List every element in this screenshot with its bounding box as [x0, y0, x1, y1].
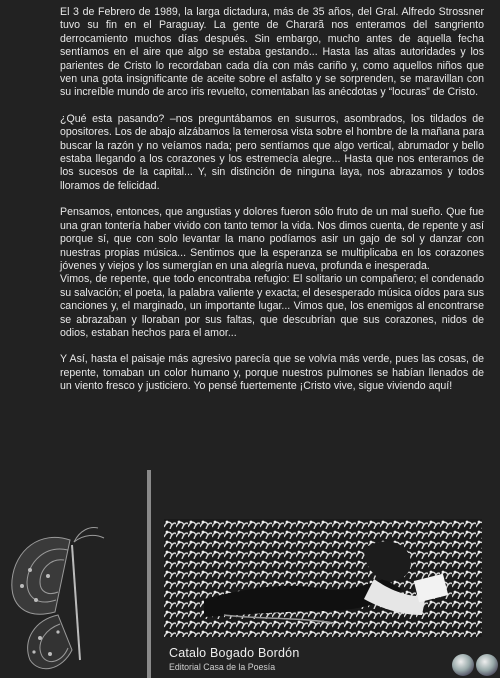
story-text [60, 6, 484, 407]
butterfly-illustration [0, 520, 140, 678]
logo-badge-icon [452, 654, 474, 676]
paragraph-3: Pensamos, entonces, que angustias y dolores fueron sólo fruto de un mal sueño. Que fue una gran tontería haber vivido con tanto temor la vida. Nos dimos cuenta, de repente y así porque sí, que con solo levantar la mano podíamos asir un gajo de sol y danzar con nuestras propias música... Sentimos que la esperanza se multiplicaba en los corazones jóvenes y viejos y los sumergían en una alegría nueva, profunda e inesperada. [60, 206, 484, 272]
paragraph-2: ¿Qué esta pasando? –nos preguntábamos en susurros, asombrados, los tildados de opositores. Los de abajo alzábamos la temerosa vista sobre el hombre de la mañana para buscar la razón y no veíamos nada; pero sentíamos que algo vertical, abrumador y bello estaba llegando a los corazones y los estremecía alegre... Hasta que nos enteramos de los sucesos de la capital... Y, sin distinción de ninguna laya, nos abrazamos y todos lloramos de felicidad. [60, 112, 484, 192]
paragraph-1: El 3 de Febrero de 1989, la larga dictadura, más de 35 años, del Gral. Alfredo Strossner tuvo su fin en el Paraguay. La gente de Chararã nos enteramos del sangriento derrocamiento muchos días después. Sin embargo, mucho antes de aquella fecha sentíamos en el aire que algo se estaba gestando... Hasta las altas autoridades y los parientes de Cristo lo recordaban cada día con más cariño y, como aquellos niños que ven una gota insignificante de aceite sobre el asfalto y se sorprenden, se maravillan con su increíble mundo de arco iris revuelto, comentaban las anécdotas y “locuras” de Cristo. [60, 6, 484, 99]
paragraph-4: Vimos, de repente, que todo encontraba refugio: El solitario un compañero; el condenado su salvación; el poeta, la palabra valiente y exacta; el desesperado música oídos para sus canciones y, el marginado, un importante lugar... Vimos que, los enemigos al encontrarse se abrazaban y lloraban por sus faltas, que descubrían que sus corazones, nidos de odios, estaban hechos para el amor... [60, 273, 484, 339]
publisher-name: Editorial Casa de la Poesía [169, 662, 276, 672]
author-name: Catalo Bogado Bordón [169, 646, 300, 660]
logo-badge-icon [476, 654, 498, 676]
paragraph-5: Y Así, hasta el paisaje más agresivo parecía que se volvía más verde, pues las cosas, de repente, tomaban un color humano y, porque nuestros pulmones se habían llenados de un viento fresco y justiciero. Yo pensé fuertemente ¡Cristo vive, sigue viviendo aquí! [60, 353, 484, 393]
reading-figure-photo [164, 519, 482, 637]
vertical-divider [147, 470, 151, 678]
